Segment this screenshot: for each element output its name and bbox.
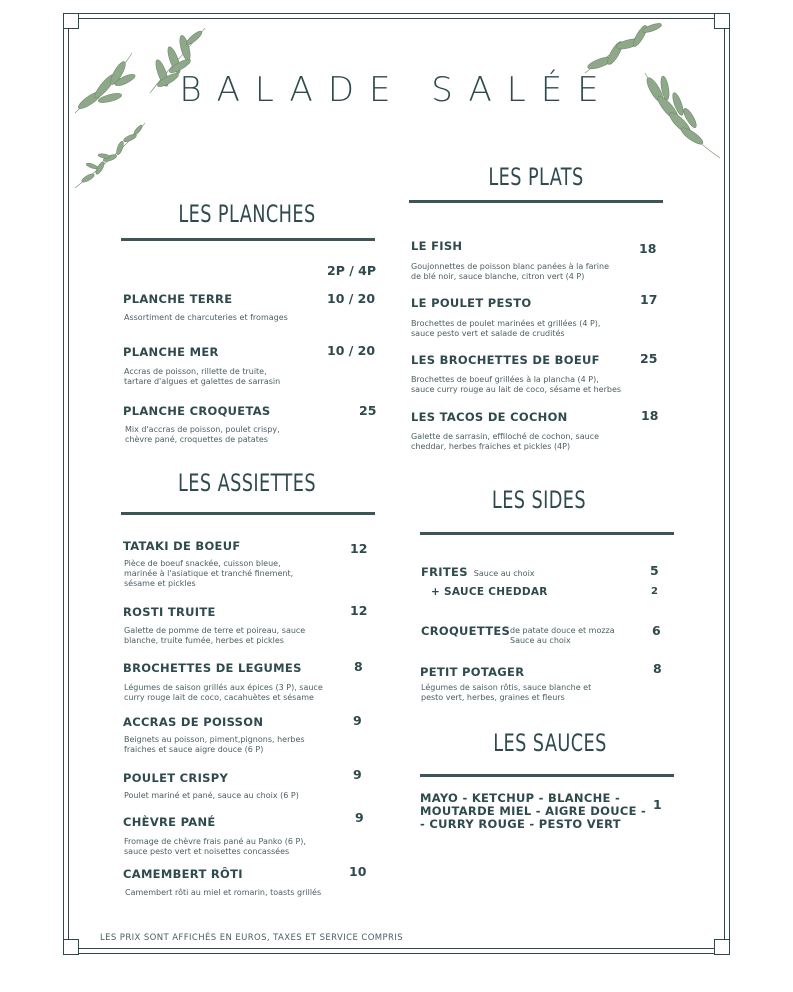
section-divider: [121, 238, 375, 241]
menu-item-name: TATAKI DE BOEUF: [123, 539, 241, 553]
menu-item-price: 25: [359, 403, 377, 418]
menu-item-name: CROQUETTES: [421, 624, 511, 638]
section-title: LES SIDES: [491, 486, 587, 514]
menu-item-name: PLANCHE TERRE: [123, 292, 233, 306]
menu-item-desc: pesto vert, herbes, graines et fleurs: [421, 693, 565, 702]
menu-item-name: POULET CRISPY: [123, 771, 229, 785]
size-header: 2P / 4P: [327, 263, 376, 278]
section-divider: [420, 532, 674, 535]
menu-item-price: 18: [641, 408, 659, 423]
menu-item-desc: Pièce de boeuf snackée, cuisson bleue,: [124, 559, 281, 568]
menu-item-name: PLANCHE CROQUETAS: [123, 404, 271, 418]
menu-item-price: 17: [640, 292, 658, 307]
menu-item-note: de patate douce et mozza: [510, 626, 615, 635]
menu-item-name: PETIT POTAGER: [420, 665, 525, 679]
menu-item-desc: cheddar, herbes fraiches et pickles (4P): [411, 442, 571, 451]
menu-item-desc: Goujonnettes de poisson blanc panées à la farine: [411, 262, 609, 271]
menu-item-desc: Assortiment de charcuteries et fromages: [124, 313, 288, 322]
menu-item-name: BROCHETTES DE LEGUMES: [123, 661, 302, 675]
section-divider: [409, 200, 663, 203]
menu-item-desc: sauce pesto vert et salade de crudités: [411, 329, 565, 338]
menu-item-desc: Accras de poisson, rillette de truite,: [124, 367, 267, 376]
section-title: LES PLANCHES: [178, 200, 316, 228]
menu-item-desc: Brochettes de poulet marinées et grillées (4 P),: [411, 319, 601, 328]
menu-item-desc: fraiches et sauce aigre douce (6 P): [124, 745, 264, 754]
menu-item-price: 8: [653, 661, 662, 676]
menu-item-price: 10 / 20: [327, 343, 376, 358]
menu-item-desc: sésame et pickles: [124, 579, 196, 588]
menu-item-desc: Légumes de saison rôtis, sauce blanche et: [421, 683, 592, 692]
menu-item-name: CHÈVRE PANÉ: [123, 815, 216, 829]
menu-item-name: ROSTI TRUITE: [123, 605, 216, 619]
menu-item-price: 25: [640, 351, 658, 366]
menu-item-price: 18: [639, 241, 657, 256]
menu-item-price: 9: [355, 810, 364, 825]
menu-item-desc: sauce pesto vert et noisettes concassées: [124, 847, 290, 856]
menu-item-name: [421, 565, 535, 579]
menu-item-price: 10: [349, 864, 367, 879]
menu-item-name: ACCRAS DE POISSON: [123, 715, 264, 729]
menu-item-price: 5: [650, 563, 659, 578]
section-divider: [121, 512, 375, 515]
menu-item-price: 2: [651, 586, 658, 597]
section-title: LES SAUCES: [493, 729, 607, 757]
menu-item-desc: Galette de sarrasin, effiloché de cochon, sauce: [411, 432, 600, 441]
menu-item-price: 10 / 20: [327, 291, 376, 306]
menu-item-desc: Beignets au poisson, piment,pignons, herbes: [124, 735, 305, 744]
menu-item-name: + SAUCE CHEDDAR: [431, 586, 548, 598]
menu-item-price: 6: [652, 623, 661, 638]
menu-item-desc: Mix d'accras de poisson, poulet crispy,: [125, 425, 280, 434]
sauce-list-line: MAYO - KETCHUP - BLANCHE -: [420, 791, 621, 805]
menu-item-name: LES TACOS DE COCHON: [411, 410, 568, 424]
section-divider: [420, 774, 674, 777]
menu-item-desc: sauce curry rouge au lait de coco, sésame et herbes: [411, 385, 622, 394]
menu-item-desc: Poulet mariné et pané, sauce au choix (6 P): [124, 791, 299, 800]
menu-item-price: 8: [354, 659, 363, 674]
menu-item-note: Sauce au choix: [510, 636, 571, 645]
menu-item-price: 12: [350, 541, 368, 556]
sauce-list-line: - CURRY ROUGE - PESTO VERT: [420, 817, 621, 831]
menu-item-name: CAMEMBERT RÔTI: [123, 867, 243, 881]
menu-item-name: PLANCHE MER: [123, 345, 219, 359]
menu-item-price: 12: [350, 603, 368, 618]
menu-item-desc: Fromage de chèvre frais pané au Panko (6 P),: [124, 837, 306, 846]
corner-ornament-bl: [63, 939, 79, 955]
sauce-list-line: MOUTARDE MIEL - AIGRE DOUCE -: [420, 804, 647, 818]
menu-item-price: 9: [353, 713, 362, 728]
menu-item-desc: de blé noir, sauce blanche, citron vert (4 P): [411, 272, 585, 281]
menu-item-desc: marinée à l'asiatique et tranché finement,: [124, 569, 294, 578]
menu-item-desc: chèvre pané, croquettes de patates: [125, 435, 268, 444]
menu-item-desc: Camembert rôti au miel et romarin, toasts grillés: [125, 888, 322, 897]
menu-item-name-text: FRITES: [421, 565, 468, 579]
menu-item-note: Sauce au choix: [473, 569, 535, 578]
restaurant-title: BALADE SALÉE: [179, 70, 614, 110]
menu-item-desc: Brochettes de boeuf grillées à la plancha (4 P),: [411, 375, 599, 384]
menu-item-price: 1: [653, 797, 662, 812]
menu-item-name: LE FISH: [411, 239, 463, 253]
menu-item-desc: blanche, truite fumée, herbes et pickles: [124, 636, 284, 645]
menu-item-desc: tartare d'algues et galettes de sarrasin: [124, 377, 281, 386]
footer-note: LES PRIX SONT AFFICHÉS EN EUROS, TAXES ET SERVICE COMPRIS: [100, 933, 404, 943]
section-title: LES PLATS: [488, 163, 584, 191]
menu-item-desc: curry rouge lait de coco, cacahuètes et sésame: [124, 693, 314, 702]
menu-item-desc: Légumes de saison grillés aux épices (3 P), sauce: [124, 683, 323, 692]
menu-item-desc: Galette de pomme de terre et poireau, sauce: [124, 626, 306, 635]
section-title: LES ASSIETTES: [178, 469, 316, 497]
menu-item-name: LE POULET PESTO: [411, 296, 532, 310]
corner-ornament-br: [714, 939, 730, 955]
menu-item-name: LES BROCHETTES DE BOEUF: [411, 353, 600, 367]
menu-item-price: 9: [353, 767, 362, 782]
